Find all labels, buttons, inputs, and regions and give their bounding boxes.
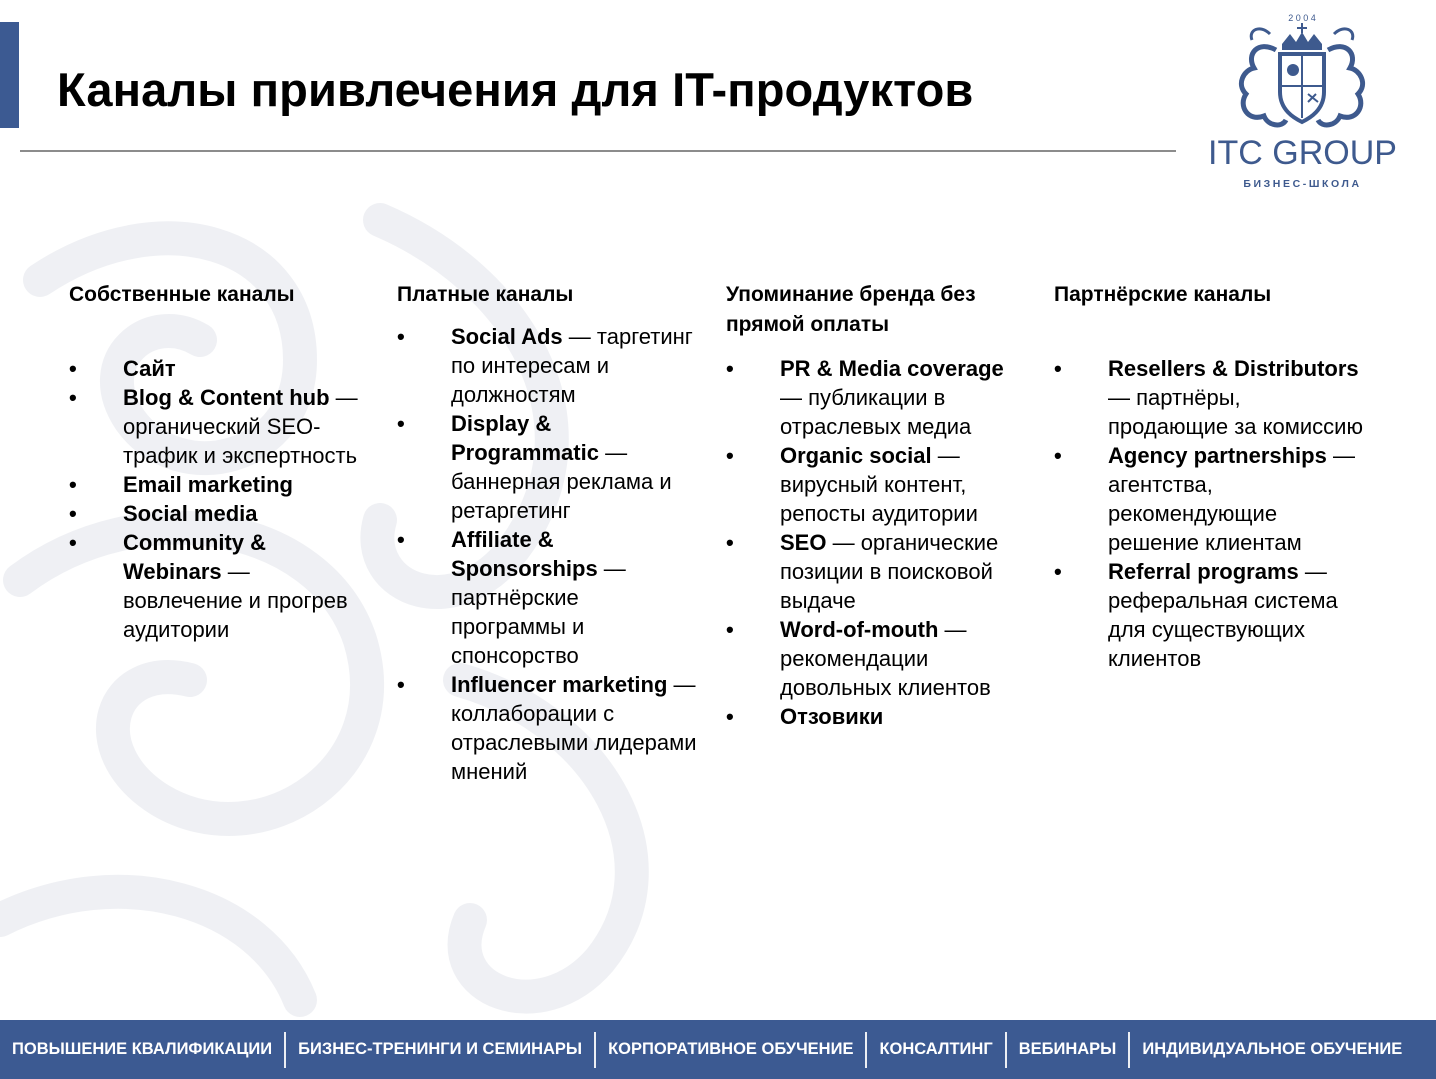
item-term: Отзовики [780,704,884,729]
logo-subtitle: БИЗНЕС-ШКОЛА [1243,178,1362,190]
list-item [726,441,1026,528]
item-desc: — органический SEO-трафик и экспертность [123,385,358,468]
column-heading: Упоминание бренда без прямой оплаты [726,283,976,336]
item-term: Resellers & Distributors [1108,356,1359,381]
column-heading: Собственные каналы [69,283,295,306]
footer-separator [1128,1032,1130,1068]
item-term: Affiliate & Sponsorships [451,527,598,581]
item-desc: — таргетинг по интересам и должностям [451,324,693,407]
crest-emblem-icon [1230,10,1375,134]
list-item [726,354,1026,441]
footer-bar [0,1020,1436,1079]
footer-separator [1005,1032,1007,1068]
column-heading: Платные каналы [397,283,574,306]
footer-separator [865,1032,867,1068]
title-divider [20,150,1176,152]
item-desc: — баннерная реклама и ретаргетинг [451,440,672,523]
column-partner-channels [1054,280,1364,673]
item-term: Blog & Content hub [123,385,330,410]
list-item [726,702,1026,731]
item-desc: — партнёры, продающие за комиссию [1108,385,1363,439]
item-desc: — коллаборации с отраслевыми лидерами мнений [451,672,697,784]
channel-list [726,354,1026,731]
item-term: PR & Media coverage [780,356,1004,381]
item-term: Referral programs [1108,559,1299,584]
column-earned-media [726,280,1026,731]
footer-item-qualification: ПОВЫШЕНИЕ КВАЛИФИКАЦИИ [12,1040,273,1058]
list-item [69,528,369,644]
list-item [397,525,697,670]
channel-list [397,322,697,786]
item-desc: — партнёрские программы и спонсорство [451,556,626,668]
footer-separator [594,1032,596,1068]
item-desc: — реферальная система для существующих клиентов [1108,559,1338,671]
list-item [397,409,697,525]
list-item [69,354,369,383]
item-desc: — рекомендации довольных клиентов [780,617,991,700]
list-item [726,528,1026,615]
footer-item-trainings: БИЗНЕС-ТРЕНИНГИ И СЕМИНАРЫ [298,1040,583,1058]
column-heading: Партнёрские каналы [1054,283,1272,306]
list-item [397,670,697,786]
item-term: Email marketing [123,472,293,497]
list-item [69,499,369,528]
item-term: Influencer marketing [451,672,668,697]
company-logo [1200,10,1405,195]
title-accent-bar [0,22,19,128]
channel-list [69,354,369,644]
item-term: Display & Programmatic [451,411,599,465]
svg-text:2 0 0 4: 2 0 0 4 [1288,13,1316,23]
item-term: Agency partnerships [1108,443,1327,468]
footer-item-webinars: ВЕБИНАРЫ [1018,1040,1117,1058]
list-item [726,615,1026,702]
logo-wordmark: ITC GROUP [1208,134,1397,172]
item-term: Social Ads [451,324,563,349]
list-item [69,470,369,499]
item-term: Сайт [123,356,176,381]
column-owned-channels [69,280,369,644]
item-term: SEO [780,530,827,555]
item-desc: — публикации в отраслевых медиа [780,385,972,439]
footer-separator [284,1032,286,1068]
footer-item-corporate: КОРПОРАТИВНОЕ ОБУЧЕНИЕ [608,1040,854,1058]
list-item [1054,354,1364,441]
item-desc: — вовлечение и прогрев аудитории [123,559,348,642]
item-desc: — агентства, рекомендующие решение клиентам [1108,443,1355,555]
column-paid-channels [397,280,697,786]
list-item [1054,441,1364,557]
list-item [397,322,697,409]
list-item [1054,557,1364,673]
item-term: Social media [123,501,258,526]
item-term: Word-of-mouth [780,617,939,642]
footer-item-individual: ИНДИВИДУАЛЬНОЕ ОБУЧЕНИЕ [1142,1040,1403,1058]
item-term: Organic social [780,443,932,468]
list-item [69,383,369,470]
item-term: Community & Webinars [123,530,266,584]
item-desc: — органические позиции в поисковой выдаче [780,530,999,613]
channel-list [1054,354,1364,673]
footer-item-consulting: КОНСАЛТИНГ [879,1040,993,1058]
slide-title: Каналы привлечения для IT-продуктов [57,63,974,116]
item-desc: — вирусный контент, репосты аудитории [780,443,978,526]
